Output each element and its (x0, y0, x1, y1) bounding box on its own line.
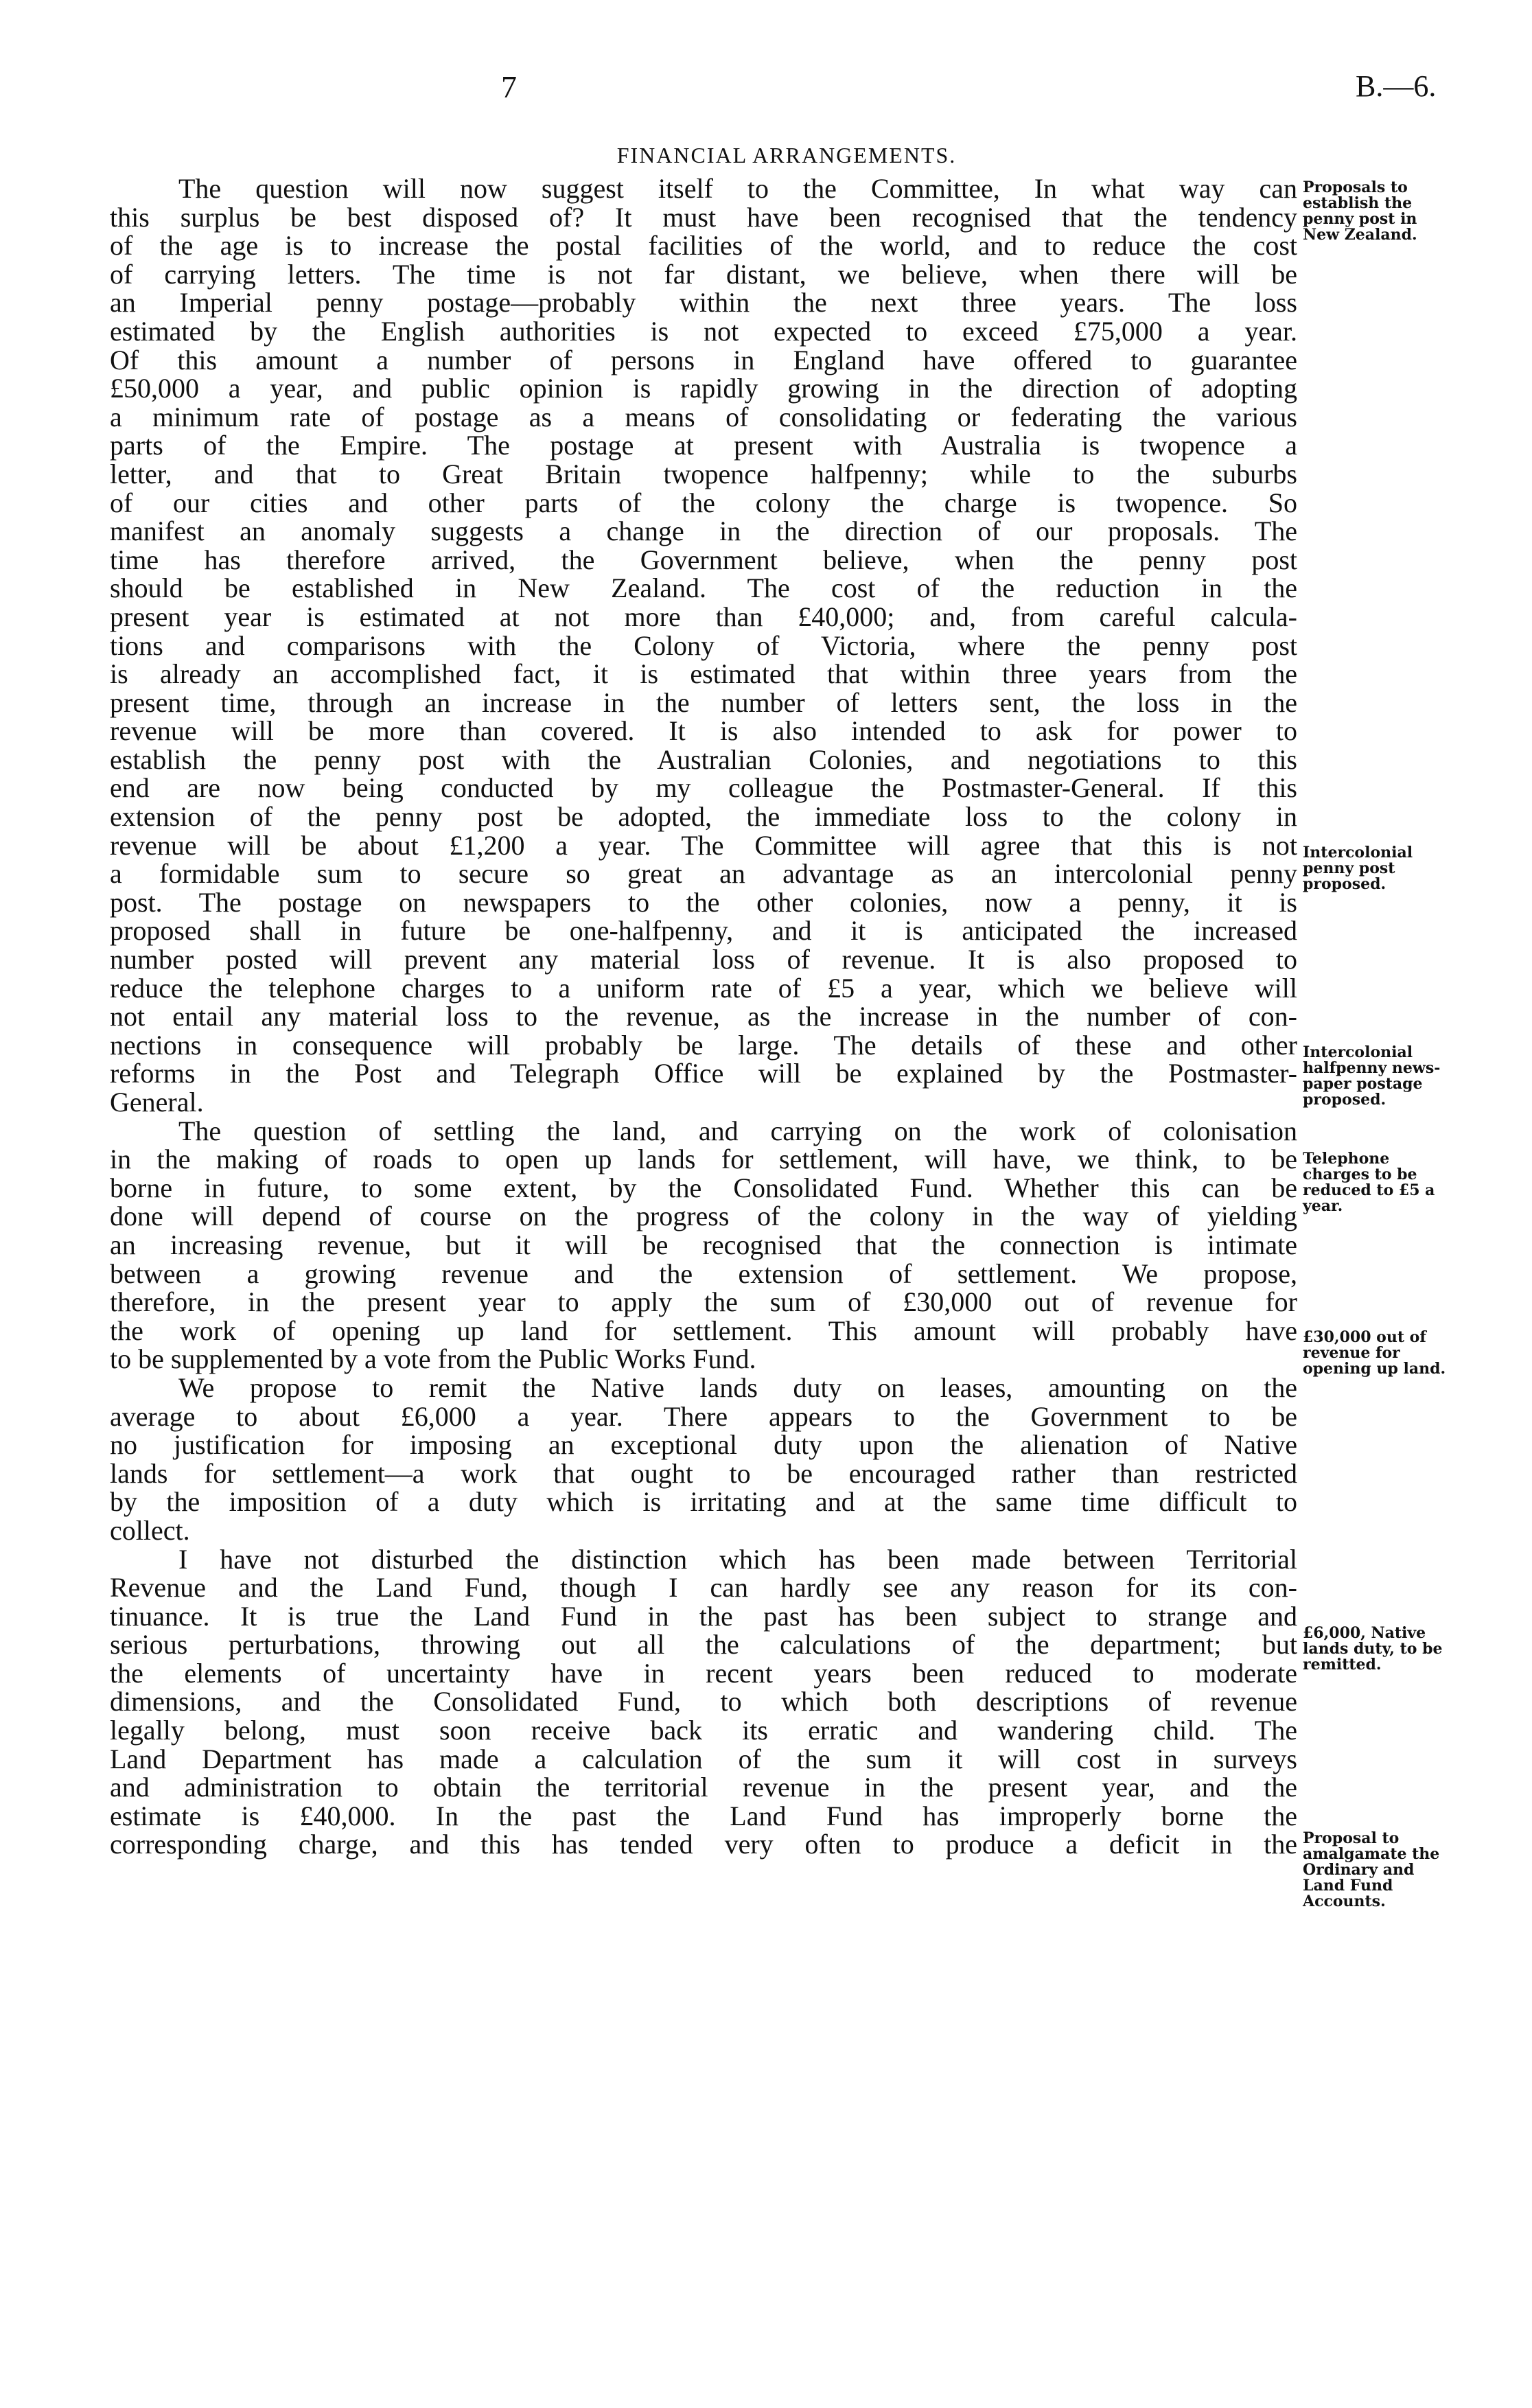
text-line: letter, and that to Great Britain twopence halfpenny; while to the suburbs (110, 458, 1297, 489)
text-line: present year is estimated at not more than £40,000; and, from careful calcula- (110, 601, 1297, 632)
text-line: Revenue and the Land Fund, though I can hardly see any reason for its con- (110, 1572, 1297, 1604)
text-line: I have not disturbed the distinction which has been made between Territorial (178, 1543, 1297, 1575)
text-line: establish the penny post with the Australian Colonies, and negotiations to this (110, 743, 1297, 775)
text-line: The question will now suggest itself to the Committee, In what way can (178, 173, 1297, 204)
text-line: between a growing revenue and the extension of settlement. We propose, (110, 1258, 1297, 1289)
text-line: £50,000 a year, and public opinion is rapidly growing in the direction of adopting (110, 373, 1297, 404)
text-line: time has therefore arrived, the Government believe, when the penny post (110, 544, 1297, 575)
margin-note-newspaper-postage: Intercolonial halfpenny news- paper postage proposed. (1303, 1043, 1441, 1109)
margin-note-penny-post: Proposals to establish the penny post in New Zealand. (1303, 178, 1417, 244)
text-line: post. The postage on newspapers to the other colonies, now a penny, it is (110, 886, 1297, 918)
text-line: an increasing revenue, but it will be recognised that the connection is intimate (110, 1229, 1297, 1260)
margin-note-native-lands-duty: £6,000, Native lands duty, to be remitted. (1303, 1624, 1443, 1674)
text-line: reforms in the Post and Telegraph Office will be explained by the Postmaster- (110, 1058, 1297, 1089)
margin-note-opening-up-land: £30,000 out of revenue for opening up land. (1303, 1328, 1446, 1378)
text-line: to be supplemented by a vote from the Public Works Fund. (110, 1343, 756, 1375)
text-line: an Imperial penny postage—probably within the next three years. The loss (110, 287, 1297, 319)
text-line: nections in consequence will probably be large. The details of these and other (110, 1029, 1297, 1061)
text-line: General. (110, 1087, 204, 1118)
text-line: in the making of roads to open up lands for settlement, will have, we think, to be (110, 1144, 1297, 1175)
text-line: reduce the telephone charges to a uniform rate of £5 a year, which we believe will (110, 972, 1297, 1004)
text-line: estimated by the English authorities is not expected to exceed £75,000 a year. (110, 315, 1297, 347)
text-line: this surplus be best disposed of? It must have been recognised that the tendency (110, 201, 1297, 233)
text-line: borne in future, to some extent, by the Consolidated Fund. Whether this can be (110, 1172, 1297, 1203)
text-line: estimate is £40,000. In the past the Land Fund has improperly borne the (110, 1800, 1297, 1831)
text-line: proposed shall in future be one-halfpenny, and it is anticipated the increased (110, 915, 1297, 947)
text-line: lands for settlement—a work that ought to be encouraged rather than restricted (110, 1457, 1297, 1489)
text-line: corresponding charge, and this has tended very often to produce a deficit in the (110, 1829, 1297, 1860)
text-line: We propose to remit the Native lands duty on leases, amounting on the (178, 1371, 1297, 1403)
text-line: present time, through an increase in the number of letters sent, the loss in the (110, 686, 1297, 718)
text-line: Land Department has made a calculation of the sum it will cost in surveys (110, 1743, 1297, 1774)
text-line: legally belong, must soon receive back its erratic and wandering child. The (110, 1715, 1297, 1746)
text-line: collect. (110, 1514, 190, 1546)
text-line: a minimum rate of postage as a means of consolidating or federating the various (110, 401, 1297, 432)
text-line: should be established in New Zealand. The cost of the reduction in the (110, 572, 1297, 604)
text-line: of the age is to increase the postal facilities of the world, and to reduce the cost (110, 230, 1297, 262)
text-line: tinuance. It is true the Land Fund in the past has been subject to strange and (110, 1600, 1297, 1632)
text-line: end are now being conducted by my colleague the Postmaster-General. If this (110, 772, 1297, 804)
text-line: by the imposition of a duty which is irritating and at the same time difficult to (110, 1486, 1297, 1518)
margin-note-amalgamate-accounts: Proposal to amalgamate the Ordinary and Land Fund Accounts. (1303, 1829, 1440, 1910)
section-title: FINANCIAL ARRANGEMENTS. (616, 143, 957, 167)
text-line: done will depend of course on the progress of the colony in the way of yielding (110, 1201, 1297, 1232)
text-line: not entail any material loss to the revenue, as the increase in the number of con- (110, 1001, 1297, 1032)
text-line: manifest an anomaly suggests a change in the direction of our proposals. The (110, 516, 1297, 547)
text-line: therefore, in the present year to apply the sum of £30,000 out of revenue for (110, 1286, 1297, 1318)
margin-note-telephone-charges: Telephone charges to be reduced to £5 a year. (1303, 1150, 1435, 1215)
document-code: B.—6. (1356, 69, 1437, 103)
text-line: tions and comparisons with the Colony of Victoria, where the penny post (110, 629, 1297, 661)
body-text (110, 174, 1297, 1859)
text-line: serious perturbations, throwing out all the calculations of the department; but (110, 1629, 1297, 1660)
text-line: the work of opening up land for settlement. This amount will probably have (110, 1315, 1297, 1346)
page-number: 7 (501, 69, 517, 104)
text-line: dimensions, and the Consolidated Fund, to which both descriptions of revenue (110, 1686, 1297, 1717)
text-line: of our cities and other parts of the colony the charge is twopence. So (110, 487, 1297, 518)
text-line: average to about £6,000 a year. There appears to the Government to be (110, 1400, 1297, 1432)
text-line: extension of the penny post be adopted, the immediate loss to the colony in (110, 801, 1297, 833)
text-line: no justification for imposing an exceptional duty upon the alienation of Native (110, 1429, 1297, 1461)
text-line: parts of the Empire. The postage at present with Australia is twopence a (110, 430, 1297, 461)
page-header (0, 69, 1532, 110)
text-line: is already an accomplished fact, it is estimated that within three years from the (110, 658, 1297, 690)
text-line: and administration to obtain the territorial revenue in the present year, and the (110, 1772, 1297, 1803)
text-line: the elements of uncertainty have in recent years been reduced to moderate (110, 1657, 1297, 1689)
text-line: revenue will be more than covered. It is also intended to ask for power to (110, 715, 1297, 747)
text-line: Of this amount a number of persons in England have offered to guarantee (110, 344, 1297, 375)
text-line: of carrying letters. The time is not far distant, we believe, when there will be (110, 258, 1297, 290)
text-line: The question of settling the land, and carrying on the work of colonisation (178, 1115, 1297, 1146)
text-line: a formidable sum to secure so great an advantage as an intercolonial penny (110, 858, 1297, 890)
text-line: revenue will be about £1,200 a year. The Committee will agree that this is not (110, 829, 1297, 861)
margin-note-intercolonial-penny-post: Intercolonial penny post proposed. (1303, 844, 1413, 893)
text-line: number posted will prevent any material loss of revenue. It is also proposed to (110, 944, 1297, 975)
